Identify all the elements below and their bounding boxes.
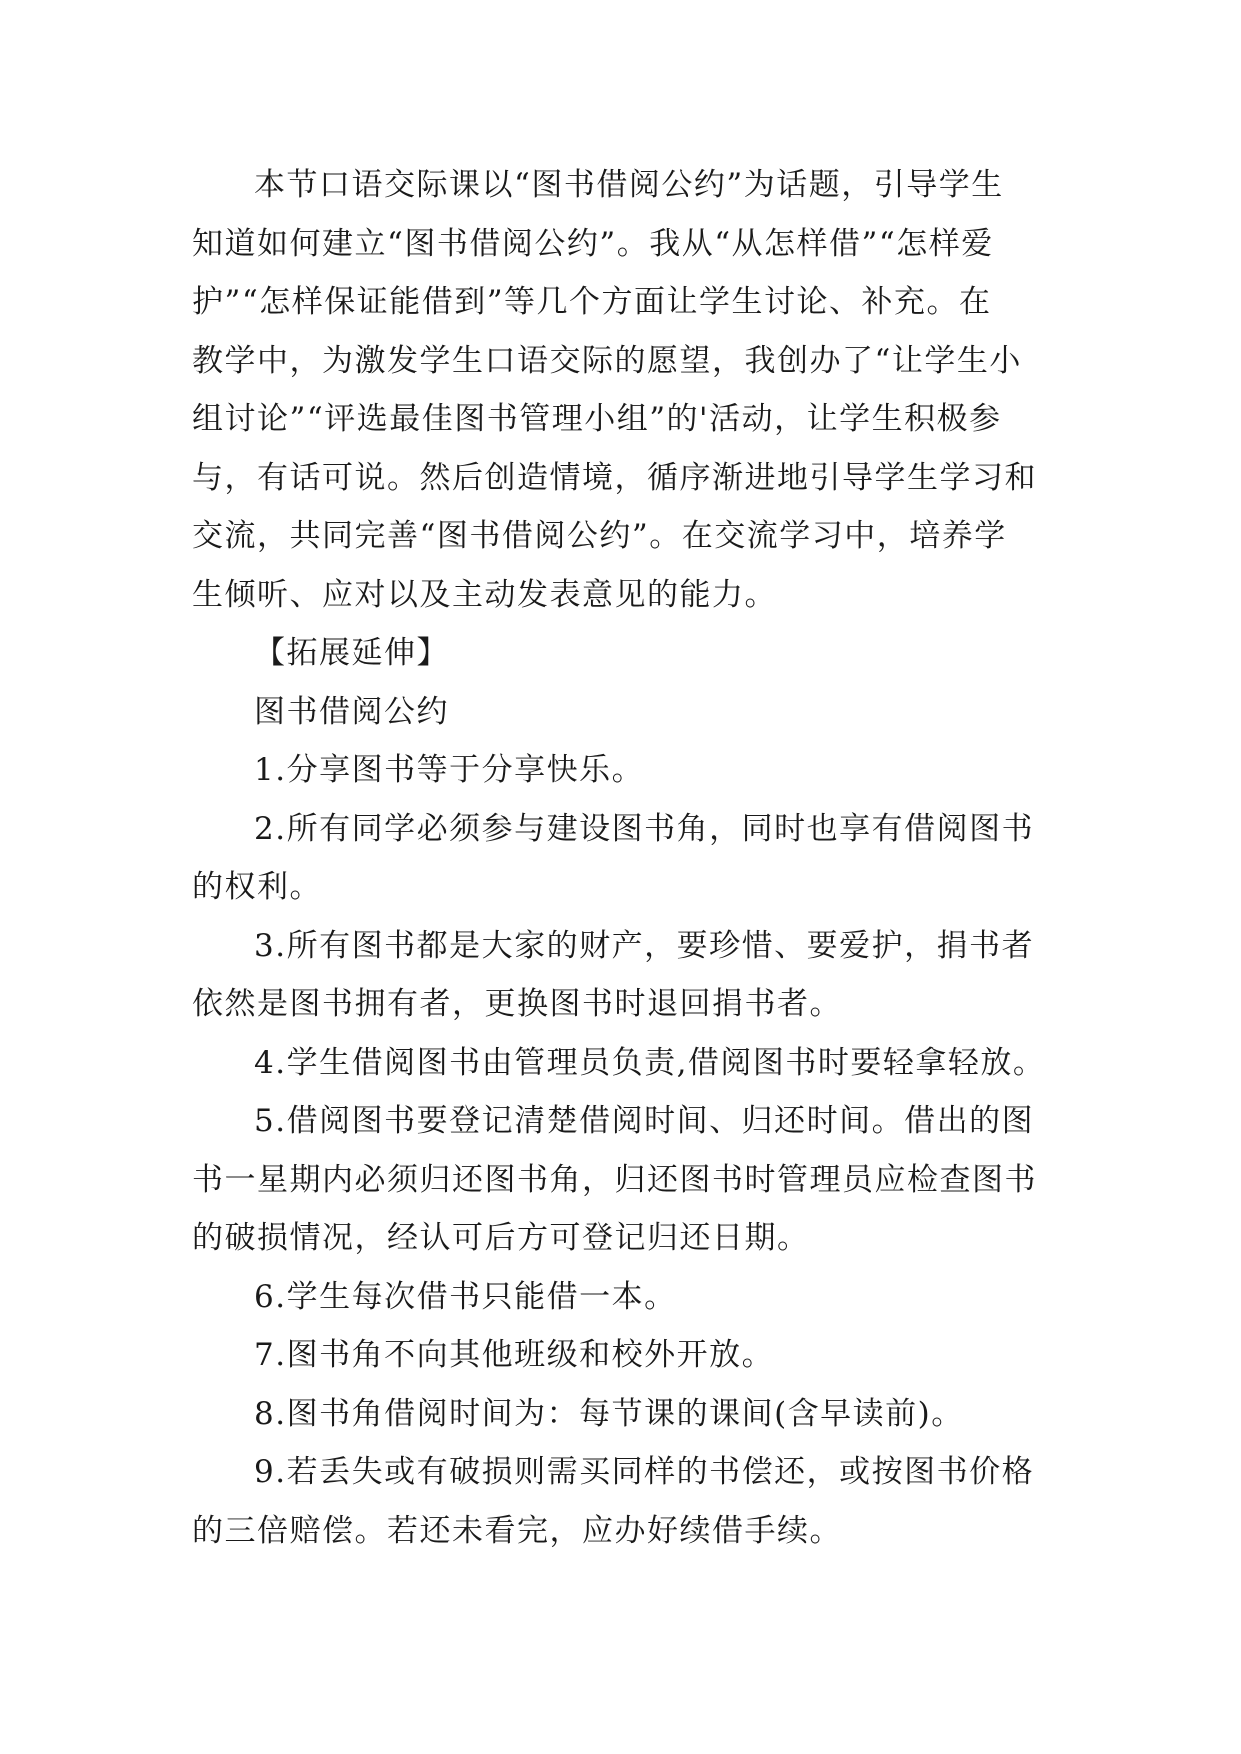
item-line: 8.图书角借阅时间为：每节课的课间(含早读前)。 [254,1395,964,1432]
intro-line: 与，有话可说。然后创造情境，循序渐进地引导学生学习和 [192,459,1037,496]
item-line: 5.借阅图书要登记清楚借阅时间、归还时间。借出的图 [254,1103,1035,1139]
convention-item-2 [192,800,1054,917]
convention-item-5 [192,1092,1054,1268]
item-line: 4.学生借阅图书由管理员负责,借阅图书时要轻拿轻放。 [254,1044,1046,1081]
item-line: 书一星期内必须归还图书角，归还图书时管理员应检查图书 [192,1161,1037,1198]
section-heading: 【拓展延伸】 [254,635,449,671]
item-line: 的破损情况，经认可后方可登记归还日期。 [192,1220,810,1256]
convention-item-6 [192,1268,1054,1327]
item-line: 6.学生每次借书只能借一本。 [254,1278,677,1315]
item-line: 9.若丢失或有破损则需买同样的书偿还，或按图书价格 [254,1454,1035,1490]
intro-line: 本节口语交际课以“图书借阅公约”为话题，引导学生 [254,167,1004,203]
convention-item-1 [192,741,1054,800]
intro-line: 组讨论”“评选最佳图书管理小组”的'活动，让学生积极参 [192,401,1002,437]
intro-line: 生倾听、应对以及主动发表意见的能力。 [192,576,777,613]
item-line: 依然是图书拥有者，更换图书时退回捐书者。 [192,986,842,1022]
intro-paragraph [192,156,1054,624]
convention-item-7 [192,1326,1054,1385]
document-body [192,156,1054,1560]
item-line: 3.所有图书都是大家的财产，要珍惜、要爱护，捐书者 [254,927,1035,964]
intro-line: 教学中，为激发学生口语交际的愿望，我创办了“让学生小 [192,342,1022,379]
convention-item-3 [192,917,1054,1034]
convention-title: 图书借阅公约 [254,693,449,730]
item-line: 的权利。 [192,869,322,905]
item-line: 7.图书角不向其他班级和校外开放。 [254,1337,775,1373]
convention-item-4 [192,1034,1054,1093]
item-line: 1.分享图书等于分享快乐。 [254,752,645,788]
intro-line: 知道如何建立“图书借阅公约”。我从“从怎样借”“怎样爱 [192,225,994,262]
intro-line: 护”“怎样保证能借到”等几个方面让学生讨论、补充。在 [192,284,992,320]
item-line: 的三倍赔偿。若还未看完，应办好续借手续。 [192,1512,842,1549]
convention-item-9 [192,1443,1054,1560]
convention-item-8 [192,1385,1054,1444]
intro-line: 交流，共同完善“图书借阅公约”。在交流学习中，培养学 [192,518,1007,554]
item-line: 2.所有同学必须参与建设图书角，同时也享有借阅图书 [254,810,1035,847]
